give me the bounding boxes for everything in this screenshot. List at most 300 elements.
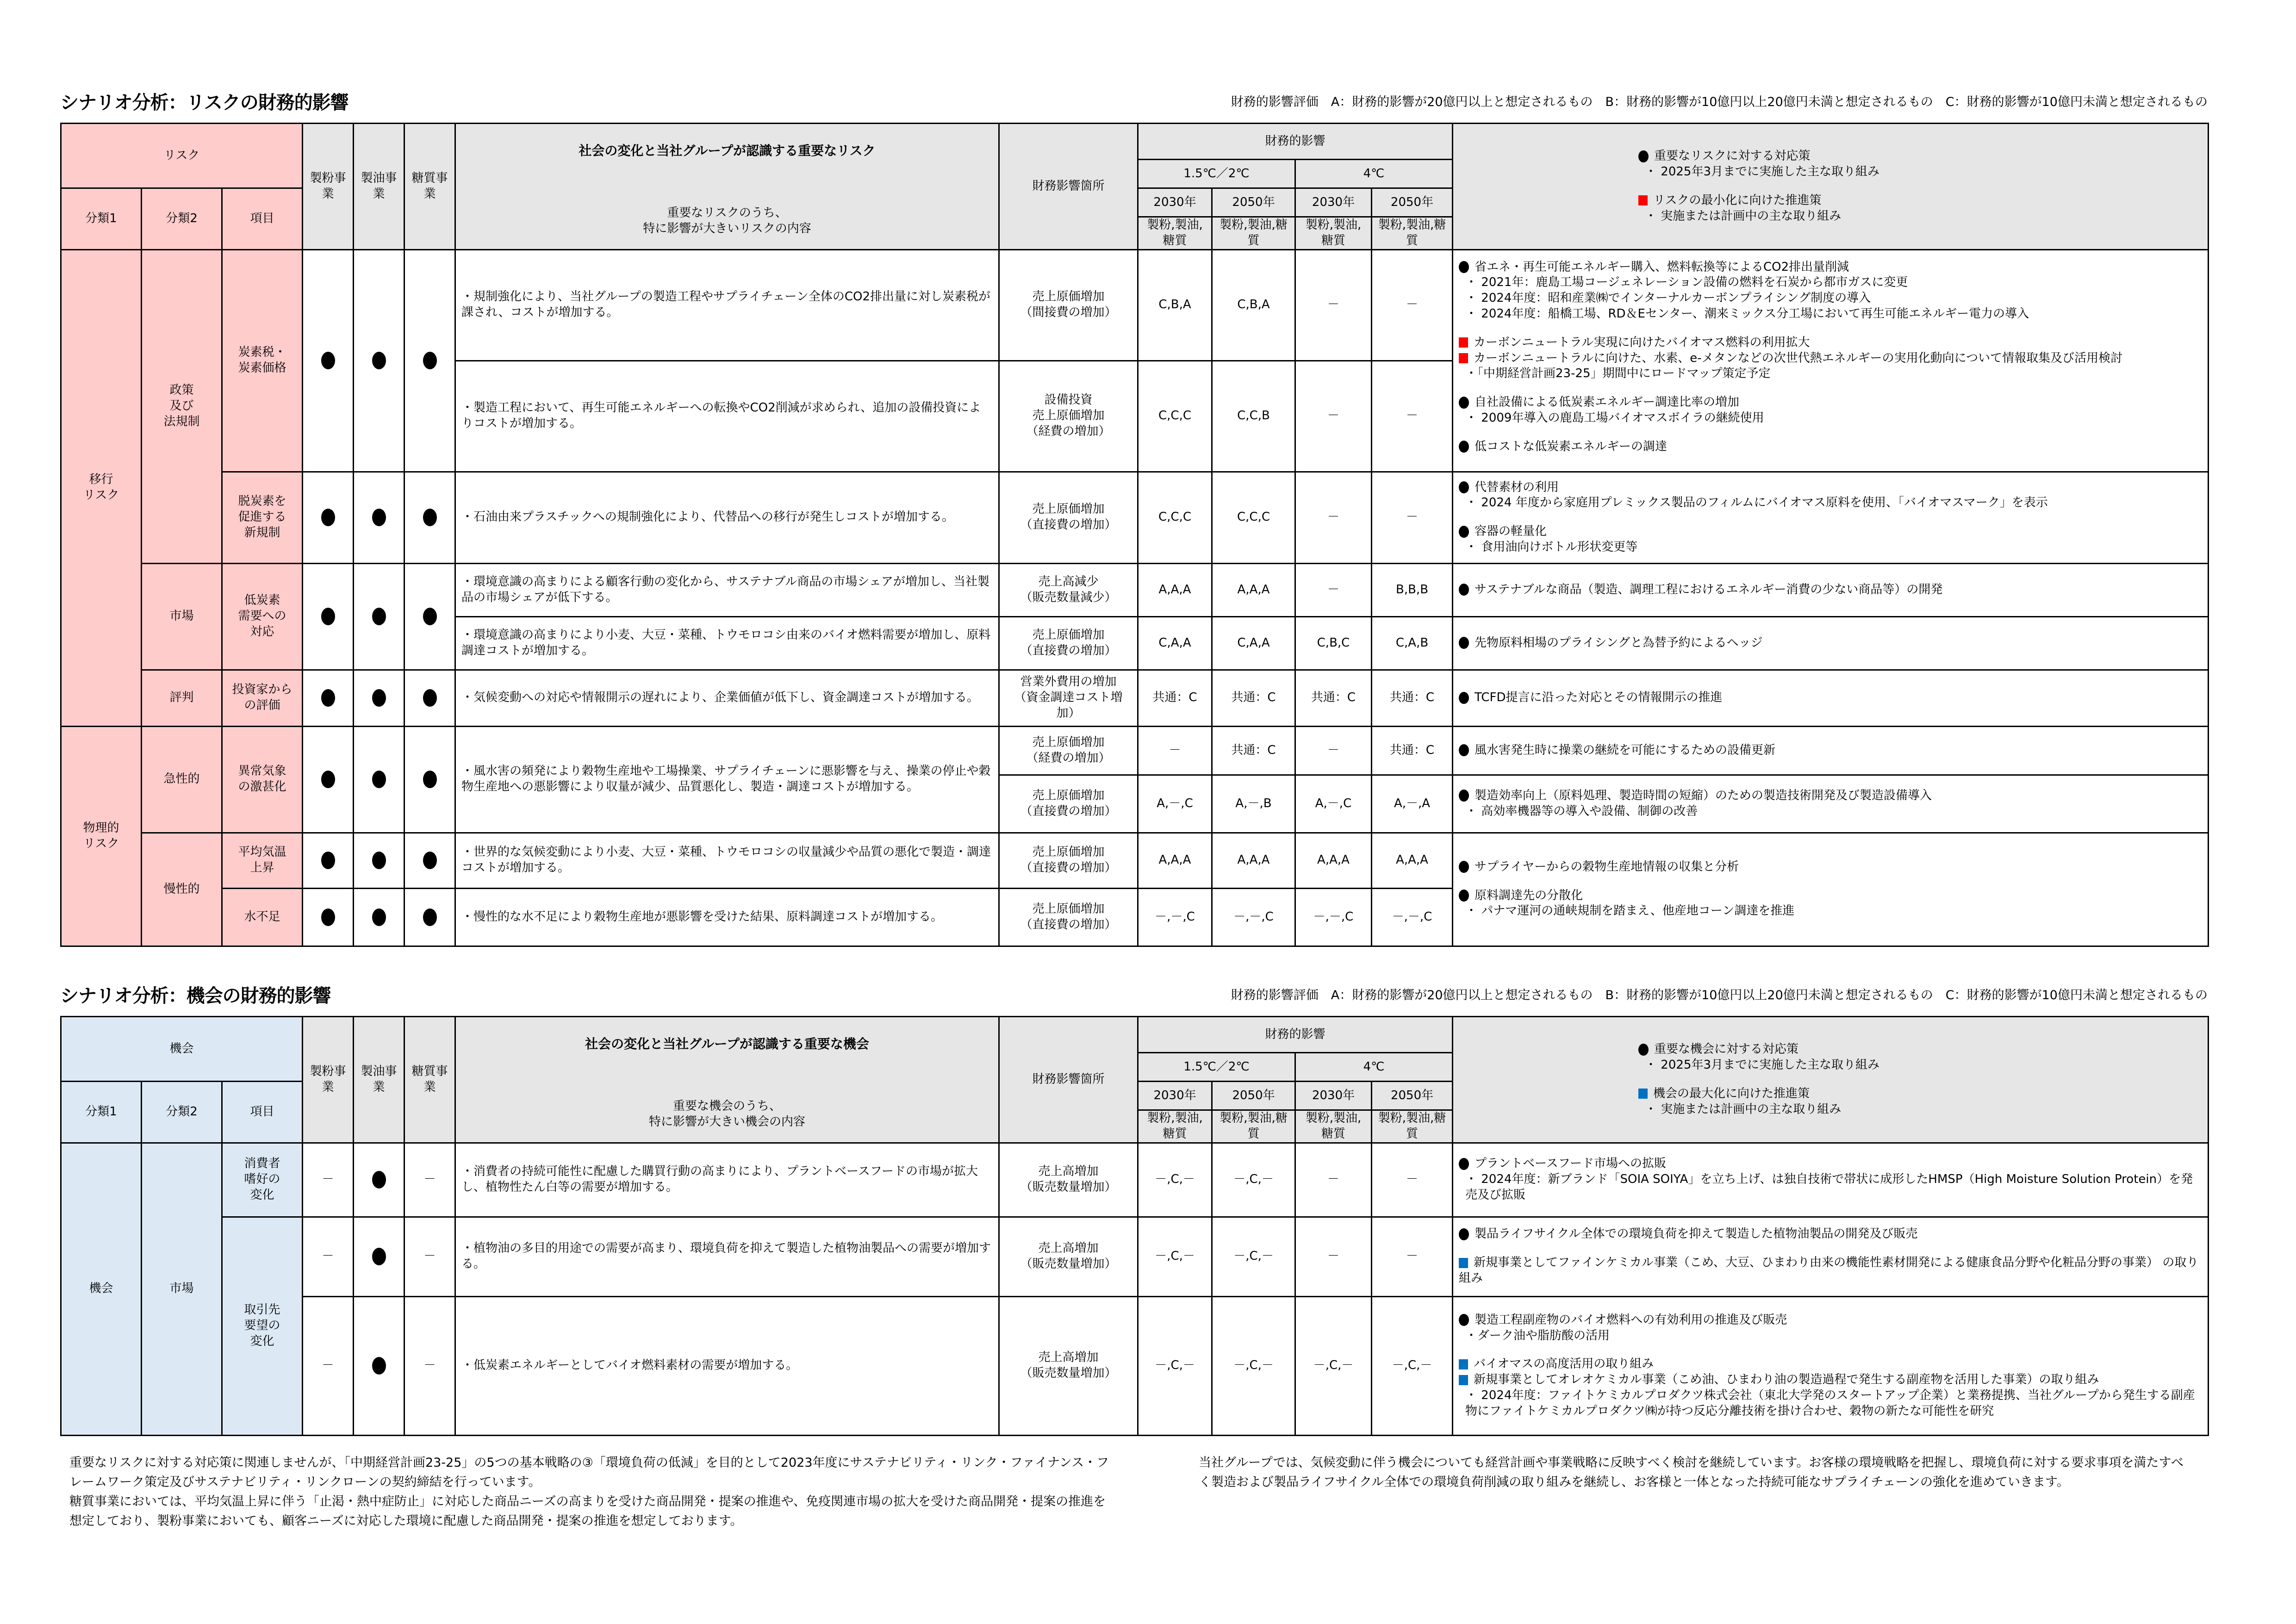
biz-sugar-mark: －	[404, 1143, 455, 1217]
measure-item	[1459, 888, 2202, 904]
header-scenario-4: 4℃	[1295, 1053, 1453, 1082]
risk-rating-note: 財務的影響評価 A：財務的影響が20億円以上と想定されるもの B：財務的影響が10億円以上20億円未満と想定されるもの C：財務的影響が10億円未満と想定されるもの	[1231, 95, 2208, 109]
impact-value: －	[1295, 249, 1372, 361]
impact-value: －,C,－	[1138, 1143, 1212, 1217]
header-2050-b: 2050年	[1372, 1082, 1453, 1110]
legend-a-sub: ・ 2025年3月までに実施した主な取り組み	[1645, 1058, 1880, 1072]
biz-flour-mark	[303, 472, 354, 563]
impact-area: 売上原価増加 （直接費の増加）	[999, 888, 1138, 946]
spacer	[1459, 1242, 2202, 1255]
biz-flour-mark: －	[303, 1217, 354, 1296]
measure-item	[1459, 1356, 2202, 1372]
impact-value: －	[1372, 472, 1453, 563]
filled-circle-icon	[321, 689, 335, 707]
measure-text: サプライヤーからの穀物生産地情報の収集と分析	[1475, 859, 1739, 874]
header-item: 項目	[222, 188, 303, 250]
impact-value: A,－,B	[1212, 775, 1295, 833]
impact-area: 設備投資 売上原価増加 （経費の増加）	[999, 361, 1138, 472]
blue-square-icon	[1459, 1258, 1468, 1268]
measures-lowcarbon-b	[1453, 616, 2209, 670]
filled-circle-icon	[372, 1171, 386, 1188]
impact-value: 共通：C	[1212, 670, 1295, 726]
measure-item	[1459, 260, 2202, 275]
measure-text: 原料調達先の分散化	[1475, 888, 1583, 902]
cat2-policy: 政策 及び 法規制	[142, 249, 222, 563]
measures-lowcarbon-a	[1453, 563, 2209, 616]
biz-oil-mark	[354, 726, 404, 833]
measure-text: 製品ライフサイクル全体での環境負荷を抑えて製造した植物油製品の開発及び販売	[1475, 1227, 1918, 1241]
filled-circle-icon	[372, 608, 386, 625]
black-circle-icon	[1459, 744, 1469, 756]
header-cat2: 分類2	[142, 188, 222, 250]
impact-value: －	[1295, 1143, 1372, 1217]
measure-item	[1459, 788, 2202, 804]
measures-water	[1459, 888, 2202, 920]
measure-text: バイオマスの高度活用の取り組み	[1474, 1357, 1654, 1371]
filled-circle-icon	[321, 352, 335, 369]
measure-item	[1459, 439, 2202, 455]
measures-decarb	[1453, 472, 2209, 563]
impact-value: －,－,C	[1295, 888, 1372, 946]
cat1-physical: 物理的 リスク	[61, 726, 142, 946]
header-2030-a: 2030年	[1138, 188, 1212, 217]
measures-temp	[1459, 859, 2202, 875]
biz-sugar-mark	[404, 670, 455, 726]
impact-value: 共通：C	[1372, 670, 1453, 726]
item-client-request: 取引先 要望の 変化	[222, 1217, 303, 1435]
item-water-shortage: 水不足	[222, 888, 303, 946]
blue-square-icon	[1459, 1375, 1468, 1385]
measure-text: 容器の軽量化	[1475, 524, 1547, 539]
filled-circle-icon	[372, 1248, 386, 1265]
impact-value: －	[1295, 1217, 1372, 1296]
risk-legend	[1453, 124, 2209, 250]
biz-sugar-mark	[404, 888, 455, 946]
risk-group-header: リスク	[61, 124, 303, 188]
biz-flour-mark	[303, 726, 354, 833]
impact-value: A,－,C	[1138, 775, 1212, 833]
biz-oil-mark	[354, 472, 404, 563]
legend-a-title: 重要なリスクに対する対応策	[1654, 149, 1811, 163]
measure-item	[1459, 582, 2202, 598]
black-circle-icon	[1459, 261, 1469, 273]
legend-a-title: 重要な機会に対する対応策	[1654, 1042, 1799, 1057]
cat2-reputation: 評判	[142, 670, 222, 726]
header-biz-order: 製粉,製油,糖質	[1212, 1110, 1295, 1143]
measure-item	[1459, 859, 2202, 875]
legend-b-sub: ・ 実施または計画中の主な取り組み	[1645, 1102, 1842, 1116]
measure-text: 新規事業としてオレオケミカル事業（こめ油、ひまわり油の製造過程で発生する副産物を活用した事業）の取り組み	[1474, 1373, 2099, 1387]
measure-text: 製造工程副産物のバイオ燃料への有効利用の推進及び販売	[1475, 1313, 1787, 1327]
black-circle-icon	[1638, 1044, 1649, 1056]
header-biz-order: 製粉,製油,糖質	[1212, 217, 1295, 250]
impact-area: 売上原価増加 （直接費の増加）	[999, 833, 1138, 888]
footer-note-left: 重要なリスクに対する対応策に関連しませんが、「中期経営計画23-25」の5つの基本戦略の③「環境負荷の低減」を目的として2023年度にサステナビリティ・リンク・ファイナンス・フレームワーク策定及びサステナビリティ・リンクローンの契約締結を行っています。 糖質事業においては、平均気温上昇に伴う「止渇・熱中症防止」に対応した商品ニーズの高まりを受けた商品開発・提案の推進や、免疫関連市場の拡大を受けた商品開発・提案の推進を想定しており、製粉事業においても、顧客ニーズに対応した環境に配慮した商品開発・提案の推進を想定しております。	[69, 1456, 1109, 1528]
impact-value: C,B,A	[1138, 249, 1212, 361]
header-main-sub2: 特に影響が大きい機会の内容	[649, 1115, 806, 1129]
header-2050-a: 2050年	[1212, 188, 1295, 217]
measure-text: サステナブルな商品（製造、調理工程におけるエネルギー消費の少ない商品等）の開発	[1475, 582, 1943, 597]
black-circle-icon	[1459, 441, 1469, 453]
item-extreme-weather: 異常気象 の激甚化	[222, 726, 303, 833]
measure-text: 低コストな低炭素エネルギーの調達	[1475, 439, 1668, 454]
measure-detail: ・ 食用油向けボトル形状変更等	[1465, 540, 1638, 554]
black-circle-icon	[1459, 584, 1469, 596]
risk-desc: ・気候変動への対応や情報開示の遅れにより、企業価値が低下し、資金調達コストが増加する。	[455, 670, 999, 726]
opp-cat1: 機会	[61, 1143, 142, 1435]
impact-value: A,A,A	[1138, 563, 1212, 616]
header-2050-a: 2050年	[1212, 1082, 1295, 1110]
red-square-icon	[1459, 337, 1468, 348]
measures-opp-1	[1453, 1143, 2209, 1217]
impact-area: 売上原価増加 （直接費の増加）	[999, 775, 1138, 833]
measure-item	[1459, 635, 2202, 651]
biz-flour-mark: －	[303, 1143, 354, 1217]
black-circle-icon	[1459, 692, 1469, 704]
filled-circle-icon	[423, 908, 437, 926]
filled-circle-icon	[372, 509, 386, 526]
measure-detail: ・ 2021年：鹿島工場コージェネレーション設備の燃料を石炭から都市ガスに変更	[1465, 275, 1908, 290]
black-circle-icon	[1638, 150, 1649, 162]
header-biz-oil: 製油事業	[354, 124, 404, 250]
header-biz-order: 製粉,製油,糖質	[1138, 1110, 1212, 1143]
impact-value: －,－,C	[1138, 888, 1212, 946]
filled-circle-icon	[423, 352, 437, 369]
biz-oil-mark	[354, 1217, 404, 1296]
impact-value: C,C,C	[1138, 472, 1212, 563]
impact-value: C,B,A	[1212, 249, 1295, 361]
impact-value: 共通：C	[1138, 670, 1212, 726]
impact-value: A,－,C	[1295, 775, 1372, 833]
impact-value: C,A,B	[1372, 616, 1453, 670]
biz-flour-mark: －	[303, 1296, 354, 1435]
measure-detail: ・ 2024 年度から家庭用プレミックス製品のフィルムにバイオマス原料を使用、「バイオマスマーク」を表示	[1465, 496, 2048, 510]
measure-text: 風水害発生時に操業の継続を可能にするための設備更新	[1475, 743, 1776, 757]
impact-value: －	[1295, 563, 1372, 616]
opp-title: シナリオ分析：機会の財務的影響	[60, 985, 331, 1007]
blue-square-icon	[1638, 1089, 1648, 1099]
measure-detail: ・ダーク油や脂肪酸の活用	[1465, 1328, 1610, 1343]
measures-investor	[1453, 670, 2209, 726]
measure-item	[1459, 743, 2202, 759]
measure-text: カーボンニュートラルに向けた、水素、e-メタンなどの次世代熱エネルギーの実用化動向について情報取集及び活用検討	[1474, 351, 2123, 365]
header-biz-order: 製粉,製油,糖質	[1295, 1110, 1372, 1143]
biz-sugar-mark: －	[404, 1217, 455, 1296]
measure-detail: ・ パナマ運河の通峡規制を踏まえ、他産地コーン調達を推進	[1465, 904, 1795, 918]
header-biz-oil: 製油事業	[354, 1017, 404, 1143]
measure-text: 省エネ・再生可能エネルギー購入、燃料転換等によるCO2排出量削減	[1475, 260, 1849, 274]
biz-sugar-mark	[404, 472, 455, 563]
black-circle-icon	[1459, 890, 1469, 902]
biz-sugar-mark	[404, 249, 455, 472]
measure-text: 先物原料相場のプライシングと為替予約によるヘッジ	[1475, 635, 1763, 650]
measure-item	[1459, 524, 2202, 540]
biz-flour-mark	[303, 670, 354, 726]
filled-circle-icon	[321, 908, 335, 926]
impact-value: －,C,－	[1138, 1296, 1212, 1435]
opp-desc: ・消費者の持続可能性に配慮した購買行動の高まりにより、プラントベースフードの市場が拡大し、植物性たん白等の需要が増加する。	[455, 1143, 999, 1217]
header-fin-impact: 財務的影響	[1138, 124, 1453, 160]
black-circle-icon	[1459, 1314, 1469, 1326]
measure-item	[1459, 1156, 2202, 1172]
impact-value: －	[1372, 1217, 1453, 1296]
biz-oil-mark	[354, 1296, 404, 1435]
header-main-title: 社会の変化と当社グループが認識する重要な機会	[585, 1036, 869, 1052]
filled-circle-icon	[372, 1357, 386, 1375]
measure-detail: ・ 2024年度：昭和産業㈱でインターナルカーボンプライシング制度の導入	[1465, 291, 1871, 305]
measure-item	[1459, 351, 2202, 367]
impact-value: －,－,C	[1372, 888, 1453, 946]
risk-table	[60, 123, 2209, 947]
impact-area: 売上原価増加 （間接費の増加）	[999, 249, 1138, 361]
filled-circle-icon	[321, 852, 335, 869]
measure-item	[1459, 335, 2202, 351]
impact-value: C,C,C	[1138, 361, 1212, 472]
header-biz-sugar: 糖質事業	[404, 1017, 455, 1143]
impact-area: 売上高増加 （販売数量増加）	[999, 1143, 1138, 1217]
footer-note-right: 当社グループでは、気候変動に伴う機会についても経営計画や事業戦略に反映すべく検討を継続しています。お客様の環境戦略を把握し、環境負荷に対する要求事項を満たすべく製造および製品ライフサイクル全体での環境負荷削減の取り組みを継続し、お客様と一体となった持続可能なサプライチェーンの強化を進めていきます。	[1199, 1456, 2184, 1489]
risk-desc: ・世界的な気候変動により小麦、大豆・菜種、トウモロコシの収量減少や品質の悪化で製造・調達コストが増加する。	[455, 833, 999, 888]
impact-value: －	[1372, 249, 1453, 361]
impact-value: －	[1295, 361, 1372, 472]
item-lowcarbon-demand: 低炭素 需要への 対応	[222, 563, 303, 670]
opp-rating-note: 財務的影響評価 A：財務的影響が20億円以上と想定されるもの B：財務的影響が10億円以上20億円未満と想定されるもの C：財務的影響が10億円未満と想定されるもの	[1231, 988, 2208, 1002]
biz-oil-mark	[354, 670, 404, 726]
opp-legend	[1453, 1017, 2209, 1143]
impact-value: C,C,C	[1212, 472, 1295, 563]
header-main	[455, 124, 999, 250]
header-main-sub1: 重要な機会のうち、	[673, 1099, 782, 1114]
header-main-sub1: 重要なリスクのうち、	[667, 206, 787, 220]
measure-item	[1459, 1372, 2202, 1388]
impact-value: －,C,－	[1138, 1217, 1212, 1296]
impact-area: 売上高増加 （販売数量増加）	[999, 1217, 1138, 1296]
impact-value: 共通：C	[1372, 726, 1453, 775]
measures-weather-a	[1453, 726, 2209, 775]
impact-value: －,C,－	[1212, 1296, 1295, 1435]
spacer	[1459, 382, 2202, 395]
impact-value: －,C,－	[1212, 1143, 1295, 1217]
biz-sugar-mark: －	[404, 1296, 455, 1435]
measure-item	[1459, 480, 2202, 496]
measure-item	[1459, 1313, 2202, 1328]
filled-circle-icon	[321, 509, 335, 526]
header-biz-order: 製粉,製油,糖質	[1138, 217, 1212, 250]
impact-value: A,A,A	[1212, 833, 1295, 888]
header-cat1: 分類1	[61, 1082, 142, 1143]
risk-desc: ・石油由来プラスチックへの規制強化により、代替品への移行が発生しコストが増加する。	[455, 472, 999, 563]
header-biz-sugar: 糖質事業	[404, 124, 455, 250]
measure-text: TCFD提言に沿った対応とその情報開示の推進	[1475, 691, 1723, 705]
black-circle-icon	[1459, 526, 1469, 538]
measure-text: 新規事業としてファインケミカル事業（こめ、大豆、ひまわり由来の機能性素材開発による健康食品分野や化粧品分野の事業） の取り組み	[1459, 1256, 2199, 1285]
filled-circle-icon	[372, 689, 386, 707]
header-2030-b: 2030年	[1295, 188, 1372, 217]
measure-item	[1459, 690, 2202, 706]
impact-value: 共通：C	[1295, 670, 1372, 726]
header-cat2: 分類2	[142, 1082, 222, 1143]
filled-circle-icon	[321, 771, 335, 788]
filled-circle-icon	[423, 852, 437, 869]
biz-sugar-mark	[404, 726, 455, 833]
spacer	[1459, 511, 2202, 524]
red-square-icon	[1459, 353, 1468, 363]
measure-detail: ・ 2024年度：新ブランド「SOIA SOIYA」を立ち上げ、は独自技術で帯状に成形したHMSP（High Moisture Solution Protein）を発売及び拡販	[1465, 1172, 2193, 1202]
impact-value: B,B,B	[1372, 563, 1453, 616]
biz-flour-mark	[303, 249, 354, 472]
measures-chronic	[1453, 833, 2209, 946]
biz-flour-mark	[303, 833, 354, 888]
spacer	[1459, 1344, 2202, 1356]
spacer	[1459, 322, 2202, 335]
black-circle-icon	[1459, 790, 1469, 802]
black-circle-icon	[1459, 1158, 1469, 1170]
header-2050-b: 2050年	[1372, 188, 1453, 217]
impact-value: A,A,A	[1295, 833, 1372, 888]
risk-desc: ・環境意識の高まりにより小麦、大豆・菜種、トウモロコシ由来のバイオ燃料需要が増加し、原料調達コストが増加する。	[455, 616, 999, 670]
filled-circle-icon	[372, 852, 386, 869]
measure-text: カーボンニュートラル実現に向けたバイオマス燃料の利用拡大	[1474, 335, 1810, 349]
measure-detail: ・ 2009年導入の鹿島工場バイオマスボイラの継続使用	[1465, 411, 1764, 425]
header-main	[455, 1017, 999, 1143]
filled-circle-icon	[372, 771, 386, 788]
header-cat1: 分類1	[61, 188, 142, 250]
biz-sugar-mark	[404, 563, 455, 670]
filled-circle-icon	[423, 509, 437, 526]
opp-group-header: 機会	[61, 1017, 303, 1082]
header-2030-a: 2030年	[1138, 1082, 1212, 1110]
black-circle-icon	[1459, 397, 1469, 409]
biz-oil-mark	[354, 249, 404, 472]
risk-desc: ・環境意識の高まりによる顧客行動の変化から、サステナブル商品の市場シェアが増加し、当社製品の市場シェアが低下する。	[455, 563, 999, 616]
biz-flour-mark	[303, 888, 354, 946]
impact-value: A,A,A	[1212, 563, 1295, 616]
impact-value: －	[1138, 726, 1212, 775]
item-carbon-tax: 炭素税・ 炭素価格	[222, 249, 303, 472]
impact-value: A,A,A	[1372, 833, 1453, 888]
item-avg-temp-rise: 平均気温 上昇	[222, 833, 303, 888]
impact-value: －	[1372, 1143, 1453, 1217]
header-biz-flour: 製粉事業	[303, 1017, 354, 1143]
black-circle-icon	[1459, 637, 1469, 649]
filled-circle-icon	[372, 352, 386, 369]
biz-oil-mark	[354, 563, 404, 670]
risk-title: シナリオ分析：リスクの財務的影響	[60, 92, 348, 113]
impact-area: 売上原価増加 （直接費の増加）	[999, 616, 1138, 670]
measure-item	[1459, 1226, 2202, 1242]
filled-circle-icon	[423, 608, 437, 625]
impact-area: 売上原価増加 （経費の増加）	[999, 726, 1138, 775]
header-biz-order: 製粉,製油,糖質	[1372, 217, 1453, 250]
header-biz-flour: 製粉事業	[303, 124, 354, 250]
blue-square-icon	[1459, 1359, 1468, 1369]
impact-value: C,C,B	[1212, 361, 1295, 472]
measure-text: 代替素材の利用	[1475, 480, 1559, 494]
cat2-market: 市場	[142, 563, 222, 670]
biz-flour-mark	[303, 563, 354, 670]
cat2-acute: 急性的	[142, 726, 222, 833]
measures-carbon	[1453, 249, 2209, 472]
item-consumer-preference: 消費者 嗜好の 変化	[222, 1143, 303, 1217]
impact-area: 売上高減少 （販売数量減少）	[999, 563, 1138, 616]
impact-value: －,－,C	[1212, 888, 1295, 946]
impact-value: －	[1295, 472, 1372, 563]
risk-desc: ・慢性的な水不足により穀物生産地が悪影響を受けた結果、原料調達コストが増加する。	[455, 888, 999, 946]
measure-item	[1459, 1255, 2202, 1287]
filled-circle-icon	[372, 908, 386, 926]
header-impact-area: 財務影響箇所	[999, 1017, 1138, 1143]
impact-value: C,B,C	[1295, 616, 1372, 670]
opportunity-table	[60, 1016, 2209, 1436]
black-circle-icon	[1459, 1228, 1469, 1240]
risk-desc: ・規制強化により、当社グループの製造工程やサプライチェーン全体のCO2排出量に対し炭素税が課され、コストが増加する。	[455, 249, 999, 361]
impact-value: －,C,－	[1212, 1217, 1295, 1296]
biz-sugar-mark	[404, 833, 455, 888]
red-square-icon	[1638, 195, 1648, 205]
black-circle-icon	[1459, 481, 1469, 493]
header-scenario-15: 1.5℃／2℃	[1138, 160, 1295, 188]
impact-value: －	[1372, 361, 1453, 472]
measure-text: 自社設備による低炭素エネルギー調達比率の増加	[1475, 395, 1740, 410]
measure-detail: ・「中期経営計画23-25」期間中にロードマップ策定予定	[1465, 367, 1771, 381]
impact-value: 共通：C	[1212, 726, 1295, 775]
legend-a-sub: ・ 2025年3月までに実施した主な取り組み	[1645, 165, 1879, 179]
filled-circle-icon	[423, 689, 437, 707]
opp-cat2: 市場	[142, 1143, 222, 1435]
impact-value: A,A,A	[1138, 833, 1212, 888]
measure-detail: ・ 高効率機器等の導入や設備、制御の改善	[1465, 804, 1698, 818]
header-item: 項目	[222, 1082, 303, 1143]
header-2030-b: 2030年	[1295, 1082, 1372, 1110]
measures-opp-3	[1453, 1296, 2209, 1435]
biz-oil-mark	[354, 1143, 404, 1217]
header-scenario-4: 4℃	[1295, 160, 1453, 188]
black-circle-icon	[1459, 861, 1469, 873]
impact-area: 営業外費用の増加 （資金調達コスト増加）	[999, 670, 1138, 726]
biz-oil-mark	[354, 833, 404, 888]
legend-b-title: リスクの最小化に向けた推進策	[1653, 193, 1822, 207]
opp-desc: ・植物油の多目的用途での需要が高まり、環境負荷を抑えて製造した植物油製品への需要が増加する。	[455, 1217, 999, 1296]
impact-value: C,A,A	[1212, 616, 1295, 670]
measures-weather-b	[1453, 775, 2209, 833]
impact-value: A,－,A	[1372, 775, 1453, 833]
measure-text: 製造効率向上（原料処理、製造時間の短縮）のための製造技術開発及び製造設備導入	[1475, 788, 1932, 803]
impact-value: －	[1295, 726, 1372, 775]
header-biz-order: 製粉,製油,糖質	[1372, 1110, 1453, 1143]
impact-value: －,C,－	[1295, 1296, 1372, 1435]
item-investor-evaluation: 投資家から の評価	[222, 670, 303, 726]
header-main-sub2: 特に影響が大きいリスクの内容	[643, 222, 811, 236]
impact-value: C,A,A	[1138, 616, 1212, 670]
cat2-chronic: 慢性的	[142, 833, 222, 946]
header-biz-order: 製粉,製油,糖質	[1295, 217, 1372, 250]
spacer	[1459, 426, 2202, 439]
measure-item	[1459, 395, 2202, 411]
header-main-title: 社会の変化と当社グループが認識する重要なリスク	[579, 143, 876, 158]
opp-desc: ・低炭素エネルギーとしてバイオ燃料素材の需要が増加する。	[455, 1296, 999, 1435]
risk-desc: ・製造工程において、再生可能エネルギーへの転換やCO2削減が求められ、追加の設備投資によりコストが増加する。	[455, 361, 999, 472]
legend-b-title: 機会の最大化に向けた推進策	[1653, 1086, 1810, 1101]
header-fin-impact: 財務的影響	[1138, 1017, 1453, 1053]
header-impact-area: 財務影響箇所	[999, 124, 1138, 250]
item-decarb-regulation: 脱炭素を 促進する 新規制	[222, 472, 303, 563]
biz-oil-mark	[354, 888, 404, 946]
filled-circle-icon	[423, 771, 437, 788]
header-scenario-15: 1.5℃／2℃	[1138, 1053, 1295, 1082]
measure-text: プラントベースフード市場への拡販	[1475, 1157, 1666, 1171]
measure-detail: ・ 2024年度：船橋工場、RD＆Eセンター、潮来ミックス分工場において再生可能エネルギー電力の導入	[1465, 306, 2029, 321]
cat1-transition: 移行 リスク	[61, 249, 142, 726]
